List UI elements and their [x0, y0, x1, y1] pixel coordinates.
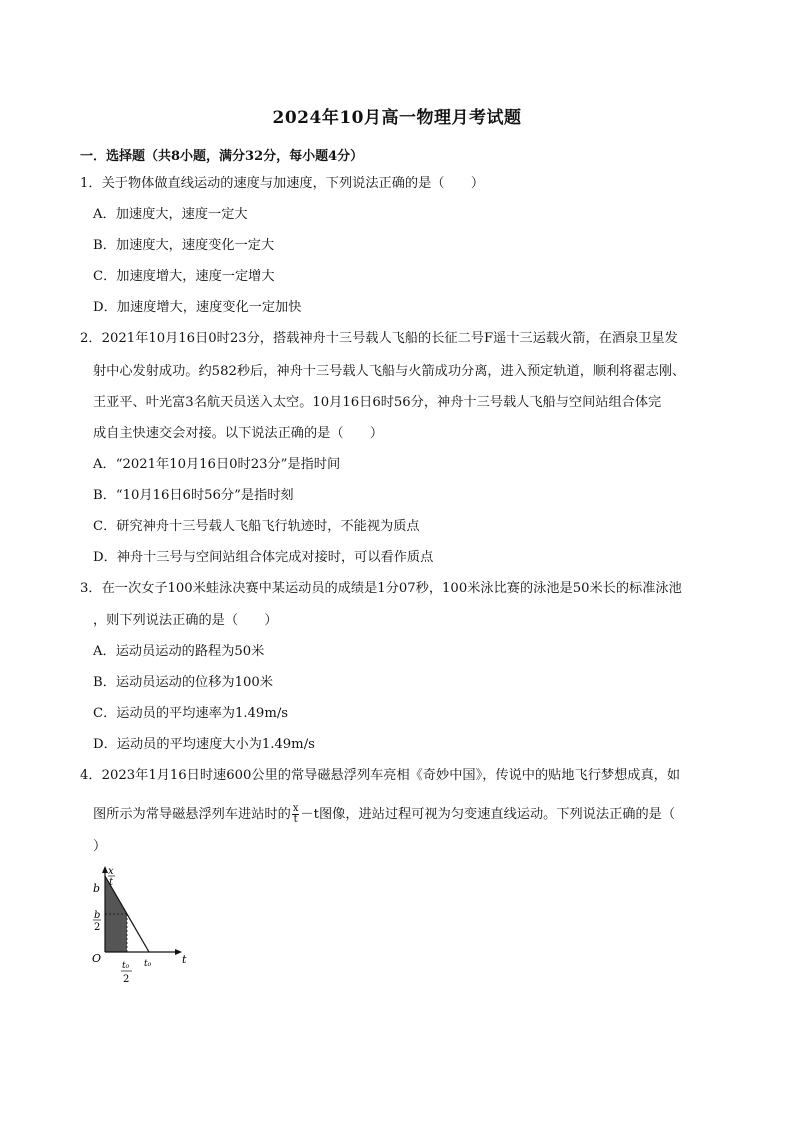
question-2-stem-line-3: 王亚平、叶光富3名航天员送入太空。10月16日6时56分，神舟十三号载人飞船与空间站组合体完	[93, 395, 662, 410]
page-title: 2024年10月高一物理月考试题	[272, 108, 522, 128]
x-axis-arrow	[175, 949, 182, 955]
question-2-option-c: C．研究神舟十三号载人飞船飞行轨迹时，不能视为质点	[93, 519, 420, 534]
b-half-label-num: b	[94, 910, 101, 921]
question-1-option-d: D．加速度增大，速度变化一定加快	[93, 300, 302, 315]
question-3-option-a: A．运动员运动的路程为50米	[93, 644, 265, 659]
t0-half-label-num: t₀	[122, 961, 130, 971]
question-2-option-b: B．“10月16日6时56分”是指时刻	[93, 488, 294, 503]
y-axis-label-den: t	[109, 877, 114, 888]
question-1-option-c: C．加速度增大，速度一定增大	[93, 269, 275, 284]
question-1-stem: 1．关于物体做直线运动的速度与加速度，下列说法正确的是（ ）	[80, 176, 485, 191]
question-2-option-a: A．“2021年10月16日0时23分”是指时间	[93, 457, 341, 472]
y-axis-label-num: x	[108, 866, 114, 877]
question-4-stem-text-a: 图所示为常导磁悬浮列车进站时的	[93, 807, 291, 822]
question-4-stem-line-1: 4．2023年1月16日时速600公里的常导磁悬浮列车亮相《奇妙中国》，传说中的贴地飞行梦想成真，如	[80, 768, 681, 783]
question-2-option-d: D．神舟十三号与空间站组合体完成对接时，可以看作质点	[93, 550, 434, 565]
question-1-option-b: B．加速度大，速度变化一定大	[93, 238, 275, 253]
question-4-stem-line-2	[93, 804, 675, 825]
question-3-stem-line-1: 3．在一次女子100米蛙泳决赛中某运动员的成绩是1分07秒，100米泳比赛的泳池是50米长的标准泳池	[80, 581, 682, 596]
question-2-stem-line-1: 2．2021年10月16日0时23分，搭载神舟十三号载人飞船的长征二号F遥十三运载火箭，在酒泉卫星发	[80, 331, 678, 346]
x-over-t-vs-t-graph	[80, 862, 200, 992]
question-2-stem-line-2: 射中心发射成功。约582秒后，神舟十三号载人飞船与火箭成功分离，进入预定轨道，顺利将翟志刚、	[93, 364, 686, 379]
x-axis-label: t	[182, 953, 187, 966]
question-3-stem-line-2: ，则下列说法正确的是（ ）	[93, 613, 278, 628]
question-3-option-b: B．运动员运动的位移为100米	[93, 675, 273, 690]
origin-label: O	[92, 952, 102, 965]
question-4-stem-text-b: －t图像，进站过程可视为匀变速直线运动。下列说法正确的是（	[300, 807, 676, 822]
question-2-stem-line-4: 成自主快速交会对接。以下说法正确的是（ ）	[93, 426, 384, 441]
question-3-option-d: D．运动员的平均速度大小为1.49m/s	[93, 737, 315, 752]
section-heading: 一．选择题（共8小题，满分32分，每小题4分）	[80, 149, 364, 164]
t0-half-label-den: 2	[123, 974, 130, 985]
b-label: b	[93, 882, 101, 895]
b-half-label-den: 2	[94, 922, 101, 933]
question-1-option-a: A．加速度大，速度一定大	[93, 207, 248, 222]
x-over-t-fraction: $\frac{x}{t}$	[292, 803, 299, 825]
question-4-stem-line-3: ）	[93, 839, 107, 854]
t0-label: t₀	[144, 959, 152, 969]
question-3-option-c: C．运动员的平均速率为1.49m/s	[93, 706, 289, 721]
